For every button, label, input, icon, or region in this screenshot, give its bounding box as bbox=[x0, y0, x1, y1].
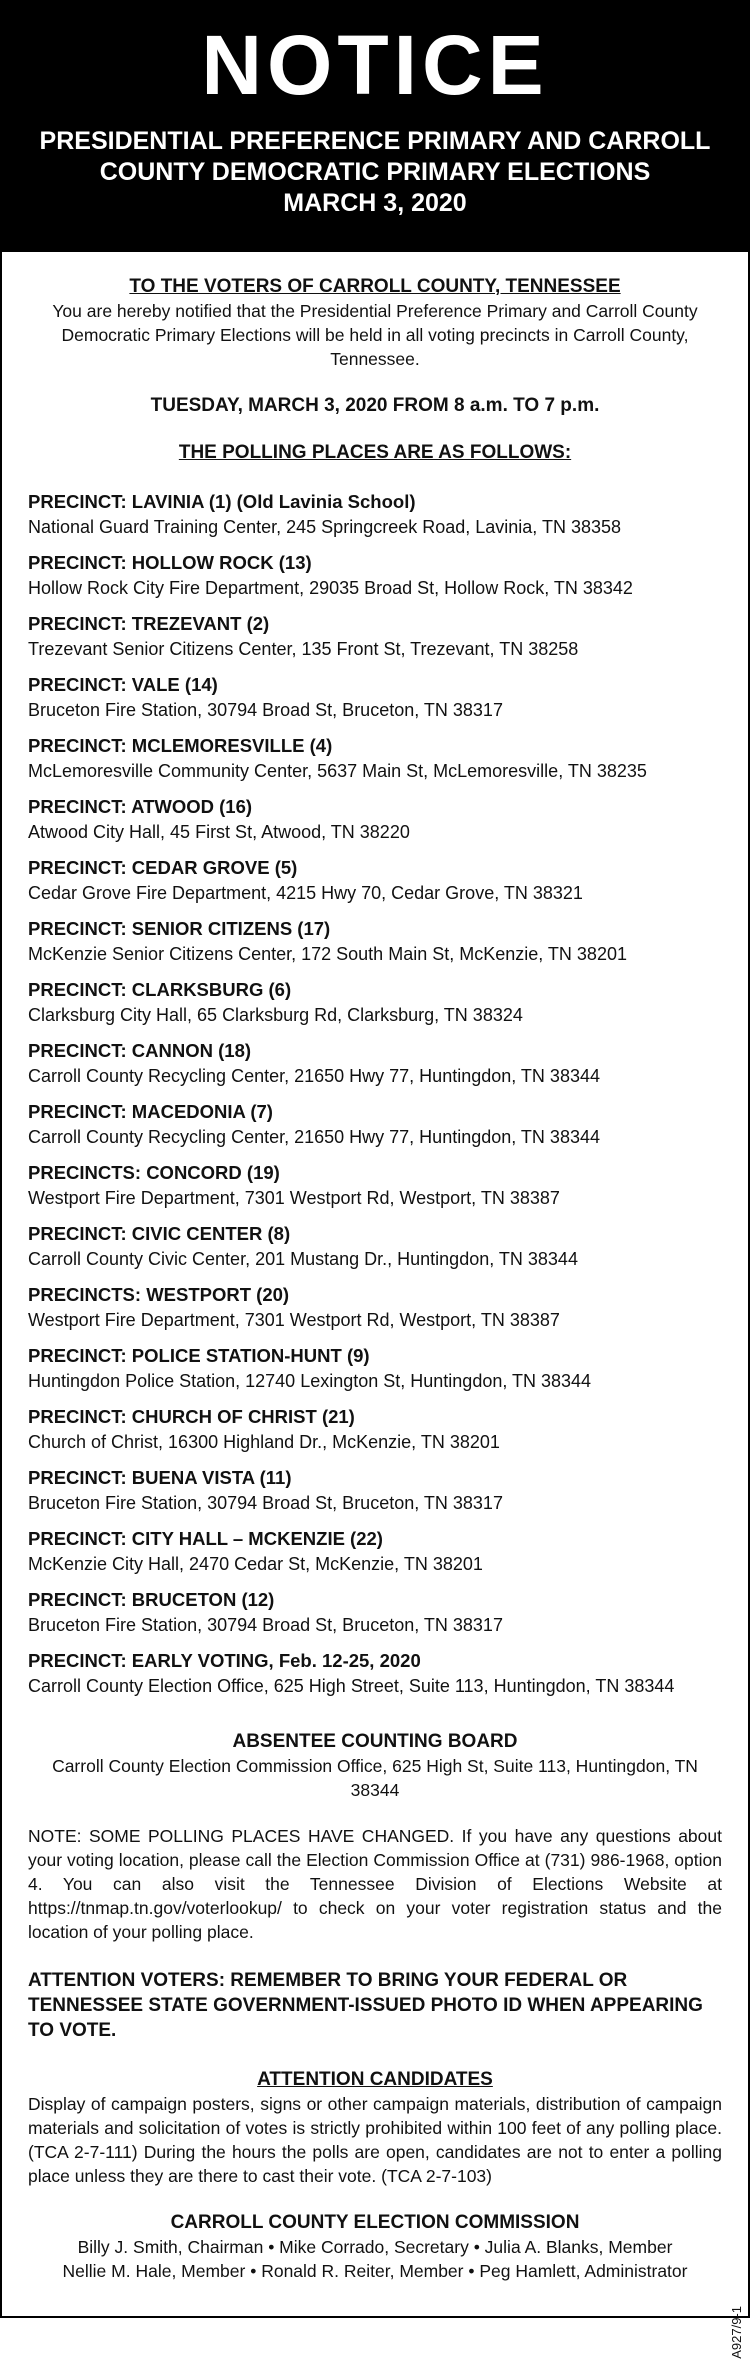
precinct-name: PRECINCT: CIVIC CENTER (8) bbox=[28, 1223, 291, 1244]
precinct-address: Carroll County Civic Center, 201 Mustang Dr., Huntingdon, TN 38344 bbox=[28, 1249, 578, 1269]
precinct-name: PRECINCT: HOLLOW ROCK (13) bbox=[28, 552, 312, 573]
precinct-name: PRECINCT: CLARKSBURG (6) bbox=[28, 979, 292, 1000]
precinct-address: Clarksburg City Hall, 65 Clarksburg Rd, Clarksburg, TN 38324 bbox=[28, 1005, 523, 1025]
precinct-item bbox=[28, 550, 722, 601]
intro-heading: TO THE VOTERS OF CARROLL COUNTY, TENNESSEE bbox=[129, 276, 621, 297]
precinct-list bbox=[28, 489, 722, 1699]
subtitle-line-3: MARCH 3, 2020 bbox=[283, 189, 467, 217]
precinct-item bbox=[28, 1282, 722, 1333]
precinct-name: PRECINCT: CEDAR GROVE (5) bbox=[28, 857, 298, 878]
ad-code: A927/9-1 bbox=[729, 2306, 744, 2359]
commission-members-line-2: Nellie M. Hale, Member • Ronald R. Reiter, Member • Peg Hamlett, Administrator bbox=[62, 2261, 688, 2281]
precinct-name: PRECINCT: VALE (14) bbox=[28, 674, 218, 695]
photo-id-notice: ATTENTION VOTERS: REMEMBER TO BRING YOUR FEDERAL OR TENNESSEE STATE GOVERNMENT-ISSUED PHOTO ID WHEN APPEARING TO VOTE. bbox=[28, 1970, 703, 2041]
precinct-item bbox=[28, 855, 722, 906]
notice-subtitle bbox=[2, 126, 748, 219]
precinct-item bbox=[28, 1648, 722, 1699]
precinct-address: Bruceton Fire Station, 30794 Broad St, Bruceton, TN 38317 bbox=[28, 1493, 503, 1513]
precinct-item bbox=[28, 794, 722, 845]
precinct-name: PRECINCT: LAVINIA (1) (Old Lavinia School) bbox=[28, 491, 416, 512]
precinct-address: Church of Christ, 16300 Highland Dr., McKenzie, TN 38201 bbox=[28, 1432, 500, 1452]
commission-section bbox=[28, 2210, 722, 2283]
precinct-name: PRECINCT: MCLEMORESVILLE (4) bbox=[28, 735, 333, 756]
polling-change-note: NOTE: SOME POLLING PLACES HAVE CHANGED. If you have any questions about your voting location, please call the Election Commission Office at (731) 986-1968, option 4. You can also visit the Tennessee Division of Elections Website at https://tnmap.tn.gov/voterlookup/ to check on your voter registration status and the location of your polling place. bbox=[28, 1826, 722, 1942]
precinct-name: PRECINCTS: CONCORD (19) bbox=[28, 1162, 280, 1183]
precinct-address: McKenzie Senior Citizens Center, 172 South Main St, McKenzie, TN 38201 bbox=[28, 944, 627, 964]
precinct-address: Westport Fire Department, 7301 Westport Rd, Westport, TN 38387 bbox=[28, 1310, 560, 1330]
notice-title: NOTICE bbox=[201, 18, 549, 112]
precinct-item bbox=[28, 672, 722, 723]
precinct-name: PRECINCT: CANNON (18) bbox=[28, 1040, 252, 1061]
precinct-address: Atwood City Hall, 45 First St, Atwood, TN 38220 bbox=[28, 822, 410, 842]
precinct-address: McLemoresville Community Center, 5637 Main St, McLemoresville, TN 38235 bbox=[28, 761, 647, 781]
precinct-name: PRECINCTS: WESTPORT (20) bbox=[28, 1284, 290, 1305]
precinct-name: PRECINCT: BUENA VISTA (11) bbox=[28, 1467, 292, 1488]
precinct-name: PRECINCT: POLICE STATION-HUNT (9) bbox=[28, 1345, 370, 1366]
candidates-section bbox=[28, 2067, 722, 2188]
precinct-name: PRECINCT: CITY HALL – MCKENZIE (22) bbox=[28, 1528, 383, 1549]
precinct-name: PRECINCT: TREZEVANT (2) bbox=[28, 613, 270, 634]
intro-text: You are hereby notified that the Presidential Preference Primary and Carroll County Democratic Primary Elections will be held in all voting precincts in Carroll County, Tennessee. bbox=[52, 301, 698, 369]
precinct-name: PRECINCT: BRUCETON (12) bbox=[28, 1589, 275, 1610]
precinct-item bbox=[28, 1587, 722, 1638]
precinct-address: Carroll County Recycling Center, 21650 Hwy 77, Huntingdon, TN 38344 bbox=[28, 1127, 600, 1147]
precinct-address: Bruceton Fire Station, 30794 Broad St, Bruceton, TN 38317 bbox=[28, 700, 503, 720]
absentee-address: Carroll County Election Commission Office, 625 High St, Suite 113, Huntingdon, TN 38344 bbox=[52, 1756, 698, 1800]
precinct-address: Trezevant Senior Citizens Center, 135 Front St, Trezevant, TN 38258 bbox=[28, 639, 579, 659]
precinct-address: McKenzie City Hall, 2470 Cedar St, McKenzie, TN 38201 bbox=[28, 1554, 483, 1574]
precinct-item bbox=[28, 611, 722, 662]
precinct-address: Bruceton Fire Station, 30794 Broad St, Bruceton, TN 38317 bbox=[28, 1615, 503, 1635]
notice-body bbox=[2, 252, 748, 2283]
commission-members-line-1: Billy J. Smith, Chairman • Mike Corrado, Secretary • Julia A. Blanks, Member bbox=[77, 2237, 673, 2257]
precinct-name: PRECINCT: CHURCH OF CHRIST (21) bbox=[28, 1406, 355, 1427]
precinct-item bbox=[28, 916, 722, 967]
absentee-section bbox=[28, 1729, 722, 1802]
precinct-address: National Guard Training Center, 245 Springcreek Road, Lavinia, TN 38358 bbox=[28, 517, 622, 537]
election-schedule: TUESDAY, MARCH 3, 2020 FROM 8 a.m. TO 7 p.m. bbox=[150, 395, 600, 416]
precinct-address: Carroll County Recycling Center, 21650 Hwy 77, Huntingdon, TN 38344 bbox=[28, 1066, 600, 1086]
precinct-item bbox=[28, 1099, 722, 1150]
candidates-text: Display of campaign posters, signs or other campaign materials, distribution of campaign materials and solicitation of votes is strictly prohibited within 100 feet of any polling place. (TCA 2-7-111) During the hours the polls are open, candidates are not to enter a polling place unless they are there to cast their vote. (TCA 2-7-103) bbox=[28, 2094, 722, 2186]
precinct-item bbox=[28, 733, 722, 784]
subtitle-line-2: COUNTY DEMOCRATIC PRIMARY ELECTIONS bbox=[99, 158, 651, 186]
precinct-name: PRECINCT: EARLY VOTING, Feb. 12-25, 2020 bbox=[28, 1650, 421, 1671]
notice-header bbox=[2, 2, 748, 252]
precinct-address: Carroll County Election Office, 625 High Street, Suite 113, Huntingdon, TN 38344 bbox=[28, 1676, 675, 1696]
precinct-item bbox=[28, 1038, 722, 1089]
precinct-name: PRECINCT: MACEDONIA (7) bbox=[28, 1101, 273, 1122]
subtitle-line-1: PRESIDENTIAL PREFERENCE PRIMARY AND CARROLL bbox=[39, 127, 711, 155]
precinct-item bbox=[28, 1221, 722, 1272]
precinct-item bbox=[28, 1343, 722, 1394]
precinct-item bbox=[28, 1465, 722, 1516]
precinct-item bbox=[28, 1526, 722, 1577]
precinct-item bbox=[28, 1404, 722, 1455]
precinct-item bbox=[28, 977, 722, 1028]
precinct-address: Huntingdon Police Station, 12740 Lexington St, Huntingdon, TN 38344 bbox=[28, 1371, 592, 1391]
commission-heading: CARROLL COUNTY ELECTION COMMISSION bbox=[170, 2212, 580, 2233]
precinct-address: Westport Fire Department, 7301 Westport Rd, Westport, TN 38387 bbox=[28, 1188, 560, 1208]
candidates-heading: ATTENTION CANDIDATES bbox=[257, 2069, 493, 2090]
precinct-name: PRECINCT: ATWOOD (16) bbox=[28, 796, 253, 817]
precinct-address: Hollow Rock City Fire Department, 29035 Broad St, Hollow Rock, TN 38342 bbox=[28, 578, 633, 598]
polling-places-heading: THE POLLING PLACES ARE AS FOLLOWS: bbox=[178, 442, 572, 463]
precinct-name: PRECINCT: SENIOR CITIZENS (17) bbox=[28, 918, 331, 939]
precinct-address: Cedar Grove Fire Department, 4215 Hwy 70, Cedar Grove, TN 38321 bbox=[28, 883, 583, 903]
precinct-item bbox=[28, 1160, 722, 1211]
absentee-heading: ABSENTEE COUNTING BOARD bbox=[232, 1731, 518, 1752]
precinct-item bbox=[28, 489, 722, 540]
